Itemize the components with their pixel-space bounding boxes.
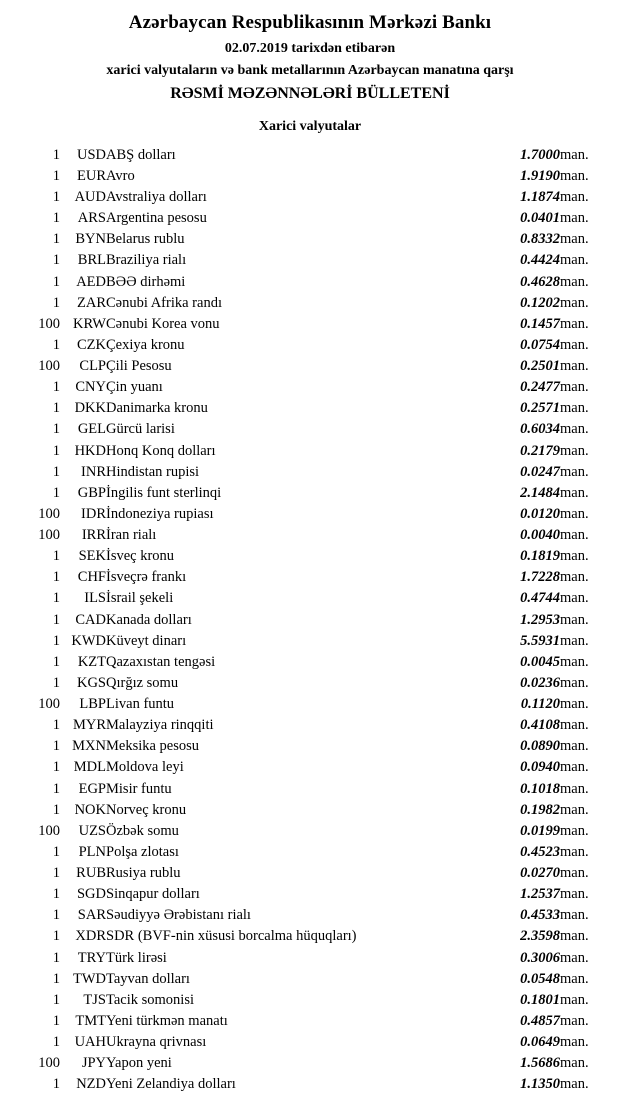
currency-unit: man.: [560, 907, 589, 924]
currency-name: Ukrayna qrivnası: [106, 1034, 207, 1051]
currency-quantity: 1: [52, 1076, 60, 1093]
currency-code: INR: [81, 463, 106, 480]
currency-rate: 1.1874: [520, 189, 560, 206]
currency-name: ABŞ dolları: [106, 146, 176, 163]
currency-code: RUB: [76, 865, 106, 882]
currency-code: KRW: [72, 315, 106, 332]
table-row: [18, 272, 602, 293]
currency-rate: 1.7228: [520, 569, 560, 586]
currency-unit: man.: [560, 569, 589, 586]
currency-code: KZT: [77, 653, 106, 670]
currency-code: CZK: [77, 336, 106, 353]
currency-name: Səudiyyə Ərəbistanı rialı: [106, 907, 251, 924]
currency-name: Kanada dolları: [106, 611, 192, 628]
currency-rate: 0.0040: [520, 527, 560, 544]
currency-quantity: 1: [52, 273, 60, 290]
currency-code: IRR: [81, 527, 106, 544]
currency-quantity: 1: [52, 146, 60, 163]
table-row: [18, 821, 602, 842]
table-row: [18, 926, 602, 947]
currency-code: USD: [76, 146, 106, 163]
currency-unit: man.: [560, 759, 589, 776]
currency-unit: man.: [560, 590, 589, 607]
table-row: [18, 694, 602, 715]
currency-name: Cənubi Korea vonu: [106, 315, 220, 332]
currency-rate: 0.0754: [520, 336, 560, 353]
currency-code: KGS: [76, 674, 106, 691]
currency-quantity: 1: [52, 843, 60, 860]
currency-rate: 0.1202: [520, 294, 560, 311]
currency-quantity: 1: [52, 167, 60, 184]
currency-rate: 0.4108: [520, 717, 560, 734]
currency-rate: 0.4628: [520, 273, 560, 290]
currency-code: TMT: [75, 1012, 106, 1029]
currency-unit: man.: [560, 189, 589, 206]
currency-quantity: 1: [52, 442, 60, 459]
table-row: [18, 145, 602, 166]
currency-unit: man.: [560, 674, 589, 691]
currency-quantity: 1: [52, 674, 60, 691]
currency-code: ILS: [84, 590, 106, 607]
currency-rate: 0.0236: [520, 674, 560, 691]
currency-name: Moldova leyi: [106, 759, 184, 776]
currency-name: BƏƏ dirhəmi: [106, 273, 186, 290]
currency-unit: man.: [560, 822, 589, 839]
currency-quantity: 1: [52, 717, 60, 734]
currency-rate: 0.4424: [520, 252, 560, 269]
currency-name: Polşa zlotası: [106, 843, 179, 860]
currency-unit: man.: [560, 548, 589, 565]
currency-unit: man.: [560, 1076, 589, 1093]
currency-code: CHF: [77, 569, 106, 586]
currency-name: Rusiya rublu: [106, 865, 181, 882]
currency-quantity: 1: [52, 907, 60, 924]
currency-unit: man.: [560, 315, 589, 332]
table-row: [18, 969, 602, 990]
table-row: [18, 356, 602, 377]
currency-name: Misir funtu: [106, 780, 172, 797]
table-row: [18, 398, 602, 419]
bulletin-line: RƏSMİ MƏZƏNNƏLƏRİ BÜLLETENİ: [170, 84, 450, 102]
currency-quantity: 1: [52, 780, 60, 797]
currency-rate: 0.1120: [520, 696, 560, 713]
currency-unit: man.: [560, 484, 589, 501]
currency-rate: 0.2477: [520, 379, 560, 396]
currency-quantity: 1: [52, 548, 60, 565]
table-row: [18, 715, 602, 736]
currency-quantity: 1: [52, 590, 60, 607]
currency-quantity: 1: [52, 210, 60, 227]
currency-quantity: 1: [52, 231, 60, 248]
currency-code: ZAR: [77, 294, 106, 311]
currency-rates-body: [18, 145, 602, 1096]
currency-name: Tacik somonisi: [106, 991, 194, 1008]
table-row: [18, 863, 602, 884]
currency-rate: 0.0199: [520, 822, 560, 839]
currency-code: HKD: [74, 442, 106, 459]
currency-quantity: 1: [52, 336, 60, 353]
currency-code: KWD: [71, 632, 106, 649]
currency-unit: man.: [560, 738, 589, 755]
currency-code: PLN: [78, 843, 106, 860]
currency-code: MXN: [72, 738, 106, 755]
currency-code: EGP: [78, 780, 106, 797]
currency-unit: man.: [560, 991, 589, 1008]
currency-code: GBP: [77, 484, 106, 501]
currency-unit: man.: [560, 865, 589, 882]
currency-code: BYN: [75, 231, 106, 248]
currency-name: Çin yuanı: [106, 379, 163, 396]
currency-rate: 0.1801: [520, 991, 560, 1008]
currency-unit: man.: [560, 336, 589, 353]
currency-code: TRY: [77, 949, 106, 966]
description-line: xarici valyutaların və bank metallarının Azərbaycan manatına qarşı: [106, 62, 514, 78]
currency-rate: 0.2501: [520, 358, 560, 375]
currency-rate: 5.5931: [520, 632, 560, 649]
currency-quantity: 100: [38, 822, 60, 839]
currency-unit: man.: [560, 379, 589, 396]
table-row: [18, 610, 602, 631]
table-row: [18, 441, 602, 462]
currency-rate: 0.4744: [520, 590, 560, 607]
table-row: [18, 546, 602, 567]
currency-name: Malayziya rinqqiti: [106, 717, 214, 734]
currency-rate: 0.4857: [520, 1012, 560, 1029]
table-row: [18, 779, 602, 800]
currency-rate: 0.0890: [520, 738, 560, 755]
table-row: [18, 673, 602, 694]
currency-name: Livan funtu: [106, 696, 175, 713]
currency-rate: 0.4523: [520, 843, 560, 860]
currency-quantity: 1: [52, 970, 60, 987]
currency-unit: man.: [560, 696, 589, 713]
currency-quantity: 100: [38, 315, 60, 332]
currency-rate: 2.1484: [520, 484, 560, 501]
table-row: [18, 250, 602, 271]
currency-rates-table: [18, 145, 602, 1096]
currency-quantity: 100: [38, 527, 60, 544]
currency-quantity: 1: [52, 738, 60, 755]
currency-unit: man.: [560, 358, 589, 375]
table-row: [18, 504, 602, 525]
currency-name: Norveç kronu: [106, 801, 187, 818]
currency-rate: 1.9190: [520, 167, 560, 184]
currency-quantity: 100: [38, 505, 60, 522]
currency-name: İngilis funt sterlinqi: [106, 484, 222, 501]
currency-name: Avstraliya dolları: [106, 189, 207, 206]
currency-code: SEK: [78, 548, 106, 565]
currency-name: Qırğız somu: [106, 674, 179, 691]
currency-rate: 0.6034: [520, 421, 560, 438]
currency-quantity: 1: [52, 632, 60, 649]
currency-unit: man.: [560, 949, 589, 966]
table-row: [18, 314, 602, 335]
currency-name: Gürcü larisi: [106, 421, 175, 438]
currency-rate: 0.2571: [520, 400, 560, 417]
table-row: [18, 462, 602, 483]
currency-name: Argentina pesosu: [106, 210, 207, 227]
currency-rate: 0.3006: [520, 949, 560, 966]
currency-quantity: 1: [52, 949, 60, 966]
currency-rate: 0.0270: [520, 865, 560, 882]
currency-name: Honq Konq dolları: [106, 442, 216, 459]
currency-code: EUR: [77, 167, 106, 184]
currency-quantity: 1: [52, 928, 60, 945]
currency-code: BRL: [77, 252, 106, 269]
currency-code: UZS: [78, 822, 106, 839]
currency-name: Çexiya kronu: [106, 336, 185, 353]
table-row: [18, 187, 602, 208]
currency-quantity: 1: [52, 611, 60, 628]
currency-unit: man.: [560, 273, 589, 290]
currency-quantity: 1: [52, 886, 60, 903]
currency-rate: 0.4533: [520, 907, 560, 924]
currency-unit: man.: [560, 210, 589, 227]
currency-quantity: 100: [38, 1055, 60, 1072]
table-row: [18, 884, 602, 905]
table-row: [18, 948, 602, 969]
currency-rate: 0.0401: [520, 210, 560, 227]
currency-code: SAR: [77, 907, 106, 924]
currency-unit: man.: [560, 400, 589, 417]
currency-quantity: 1: [52, 1034, 60, 1051]
currency-name: Yeni Zelandiya dolları: [106, 1076, 236, 1093]
currency-name: Meksika pesosu: [106, 738, 200, 755]
currency-unit: man.: [560, 505, 589, 522]
currency-name: Tayvan dolları: [106, 970, 190, 987]
currency-quantity: 1: [52, 653, 60, 670]
currency-unit: man.: [560, 252, 589, 269]
currency-unit: man.: [560, 717, 589, 734]
currency-quantity: 100: [38, 696, 60, 713]
section-title: Xarici valyutalar: [258, 118, 362, 134]
table-row: [18, 567, 602, 588]
currency-quantity: 1: [52, 484, 60, 501]
currency-quantity: 1: [52, 294, 60, 311]
table-row: [18, 842, 602, 863]
currency-code: LBP: [79, 696, 106, 713]
currency-quantity: 1: [52, 1012, 60, 1029]
currency-name: İran rialı: [106, 527, 157, 544]
currency-code: IDR: [81, 505, 106, 522]
currency-name: SDR (BVF-nin xüsusi borcalma hüquqları): [106, 928, 357, 945]
currency-quantity: 1: [52, 569, 60, 586]
currency-rate: 0.1457: [520, 315, 560, 332]
currency-rate: 1.1350: [520, 1076, 560, 1093]
currency-name: Özbək somu: [106, 822, 179, 839]
currency-rate: 1.7000: [520, 146, 560, 163]
currency-name: Qazaxıstan tengəsi: [106, 653, 216, 670]
table-row: [18, 1074, 602, 1095]
currency-unit: man.: [560, 463, 589, 480]
currency-unit: man.: [560, 780, 589, 797]
table-row: [18, 377, 602, 398]
currency-quantity: 1: [52, 252, 60, 269]
currency-quantity: 1: [52, 379, 60, 396]
currency-code: CAD: [75, 611, 106, 628]
currency-unit: man.: [560, 167, 589, 184]
table-row: [18, 1032, 602, 1053]
table-row: [18, 652, 602, 673]
currency-code: MDL: [73, 759, 106, 776]
currency-quantity: 1: [52, 189, 60, 206]
currency-name: Belarus rublu: [106, 231, 185, 248]
table-row: [18, 588, 602, 609]
table-row: [18, 419, 602, 440]
currency-rate: 1.5686: [520, 1055, 560, 1072]
currency-code: ARS: [77, 210, 106, 227]
currency-quantity: 1: [52, 400, 60, 417]
page-title: Azərbaycan Respublikasının Mərkəzi Bankı: [128, 12, 492, 33]
currency-rate: 0.0120: [520, 505, 560, 522]
currency-name: Küveyt dinarı: [106, 632, 187, 649]
currency-code: UAH: [74, 1034, 106, 1051]
table-row: [18, 1053, 602, 1074]
currency-rate: 0.0649: [520, 1034, 560, 1051]
table-row: [18, 800, 602, 821]
table-row: [18, 166, 602, 187]
currency-name: Braziliya rialı: [106, 252, 187, 269]
currency-name: İsrail şekeli: [106, 590, 174, 607]
currency-unit: man.: [560, 886, 589, 903]
currency-unit: man.: [560, 843, 589, 860]
currency-rate: 0.2179: [520, 442, 560, 459]
currency-code: CLP: [79, 358, 106, 375]
currency-rate: 0.0940: [520, 759, 560, 776]
currency-code: XDR: [75, 928, 106, 945]
currency-code: DKK: [74, 400, 106, 417]
currency-unit: man.: [560, 611, 589, 628]
currency-rate: 1.2537: [520, 886, 560, 903]
table-row: [18, 293, 602, 314]
currency-unit: man.: [560, 632, 589, 649]
currency-name: İsveçrə frankı: [106, 569, 187, 586]
currency-name: Sinqapur dolları: [106, 886, 200, 903]
currency-code: AUD: [74, 189, 106, 206]
currency-quantity: 1: [52, 421, 60, 438]
currency-unit: man.: [560, 1034, 589, 1051]
currency-code: CNY: [75, 379, 106, 396]
currency-quantity: 100: [38, 358, 60, 375]
currency-name: Avro: [106, 167, 135, 184]
currency-unit: man.: [560, 1055, 589, 1072]
currency-name: Yapon yeni: [106, 1055, 172, 1072]
currency-unit: man.: [560, 231, 589, 248]
currency-rate: 0.1018: [520, 780, 560, 797]
table-row: [18, 483, 602, 504]
currency-code: GEL: [77, 421, 106, 438]
currency-name: Çili Pesosu: [106, 358, 172, 375]
table-row: [18, 990, 602, 1011]
currency-name: Yeni türkmən manatı: [106, 1012, 228, 1029]
currency-rate: 0.0247: [520, 463, 560, 480]
currency-unit: man.: [560, 801, 589, 818]
currency-rate: 0.0548: [520, 970, 560, 987]
currency-name: Hindistan rupisi: [106, 463, 200, 480]
currency-unit: man.: [560, 442, 589, 459]
currency-unit: man.: [560, 527, 589, 544]
currency-name: İndoneziya rupiası: [106, 505, 214, 522]
table-row: [18, 229, 602, 250]
currency-name: Danimarka kronu: [106, 400, 208, 417]
currency-quantity: 1: [52, 865, 60, 882]
currency-unit: man.: [560, 928, 589, 945]
currency-rate: 0.8332: [520, 231, 560, 248]
currency-code: SGD: [76, 886, 106, 903]
currency-quantity: 1: [52, 801, 60, 818]
currency-quantity: 1: [52, 759, 60, 776]
currency-quantity: 1: [52, 463, 60, 480]
currency-rate: 0.1982: [520, 801, 560, 818]
currency-rate: 0.0045: [520, 653, 560, 670]
table-row: [18, 905, 602, 926]
currency-unit: man.: [560, 970, 589, 987]
currency-code: JPY: [81, 1055, 106, 1072]
table-row: [18, 525, 602, 546]
currency-unit: man.: [560, 146, 589, 163]
currency-code: TJS: [83, 991, 106, 1008]
table-row: [18, 1011, 602, 1032]
currency-rate: 2.3598: [520, 928, 560, 945]
currency-code: AED: [76, 273, 106, 290]
currency-quantity: 1: [52, 991, 60, 1008]
currency-code: MYR: [72, 717, 106, 734]
currency-name: İsveç kronu: [106, 548, 175, 565]
currency-code: NOK: [74, 801, 106, 818]
table-row: [18, 208, 602, 229]
currency-rate: 1.2953: [520, 611, 560, 628]
table-row: [18, 631, 602, 652]
currency-unit: man.: [560, 421, 589, 438]
table-row: [18, 335, 602, 356]
table-row: [18, 757, 602, 778]
effective-date-line: 02.07.2019 tarixdən etibarən: [224, 40, 396, 56]
currency-unit: man.: [560, 294, 589, 311]
currency-unit: man.: [560, 1012, 589, 1029]
currency-unit: man.: [560, 653, 589, 670]
table-row: [18, 736, 602, 757]
currency-code: NZD: [76, 1076, 106, 1093]
currency-code: TWD: [72, 970, 106, 987]
currency-name: Cənubi Afrika randı: [106, 294, 222, 311]
currency-rate: 0.1819: [520, 548, 560, 565]
currency-name: Türk lirəsi: [106, 949, 167, 966]
